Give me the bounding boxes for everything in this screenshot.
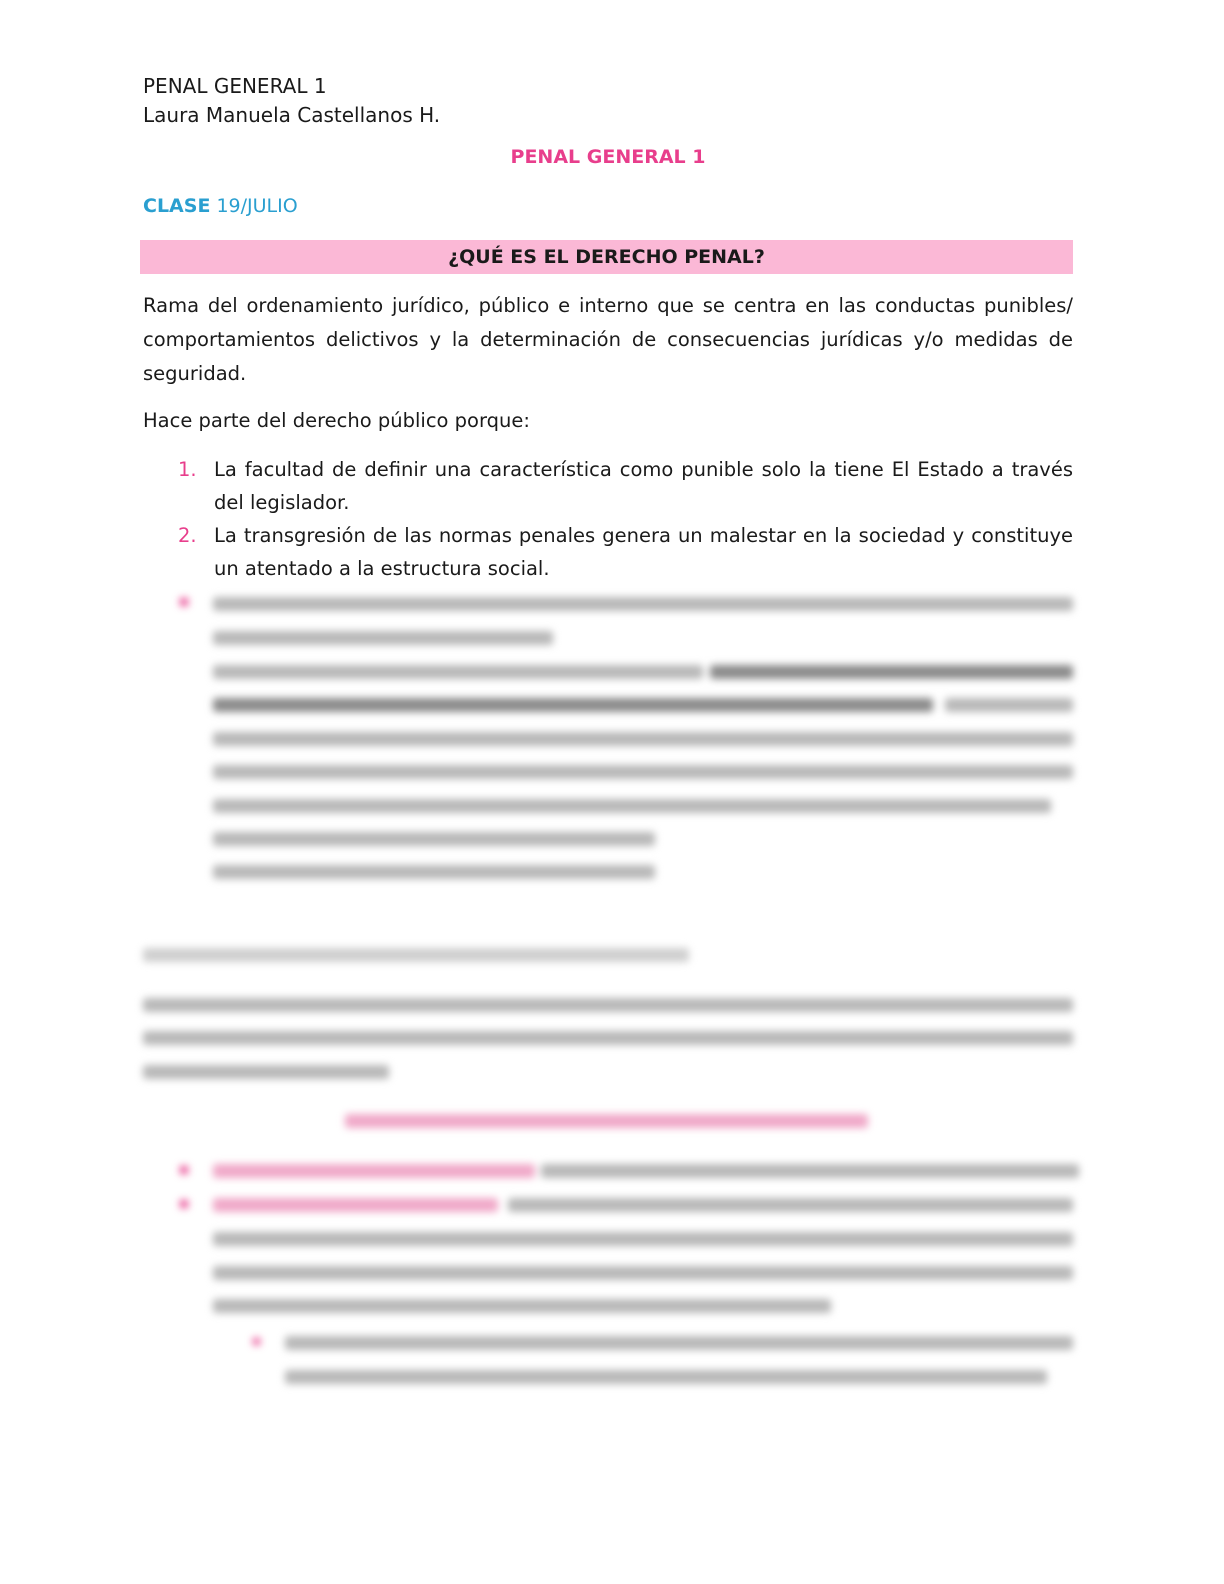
blurred-number [180,598,188,606]
header-course: PENAL GENERAL 1 [143,74,327,98]
class-label: CLASE [143,195,211,217]
blurred-bullet [180,1200,188,1208]
blurred-line [143,998,1073,1012]
blurred-line [541,1164,1079,1178]
class-date-value: 19/JULIO [216,195,298,217]
blurred-line [710,665,1073,679]
blurred-line [143,948,689,962]
blurred-line [213,1198,498,1212]
blurred-line [213,765,1073,779]
blurred-line [213,1164,535,1178]
blurred-line [213,698,933,712]
blurred-bullet [180,1166,188,1174]
blurred-line [213,799,1051,813]
blurred-line [213,631,553,645]
blurred-line [143,1065,389,1079]
blurred-line [285,1336,1073,1350]
blurred-bullet [253,1338,260,1345]
definition-paragraph: Rama del ordenamiento jurídico, público e interno que se centra en las conductas punibles/ comportamientos delictivos y la determinación de consecuencias jurídicas y/o medidas de seguridad. [143,294,1073,385]
document-title: PENAL GENERAL 1 [510,146,706,168]
blurred-line [213,1299,831,1313]
blurred-line [213,597,1073,611]
list-number: 2. [178,524,197,547]
section-heading: ¿QUÉ ES EL DERECHO PENAL? [448,246,765,268]
blurred-line [213,732,1073,746]
blurred-line [213,865,655,879]
list-item-text: La facultad de definir una característica como punible solo la tiene El Estado a través del legislador. [214,458,1073,514]
blurred-line [285,1370,1047,1384]
blurred-line [213,1266,1073,1280]
public-intro: Hace parte del derecho público porque: [143,409,530,432]
list-item-text: La transgresión de las normas penales genera un malestar en la sociedad y constituye un atentado a la estructura social. [214,524,1073,580]
blurred-line [345,1114,868,1128]
blurred-line [213,665,703,679]
blurred-line [508,1198,1073,1212]
header-author: Laura Manuela Castellanos H. [143,103,441,127]
blurred-line [213,832,655,846]
list-number: 1. [178,458,197,481]
blurred-line [945,698,1073,712]
blurred-line [143,1031,1073,1045]
blurred-line [213,1232,1073,1246]
